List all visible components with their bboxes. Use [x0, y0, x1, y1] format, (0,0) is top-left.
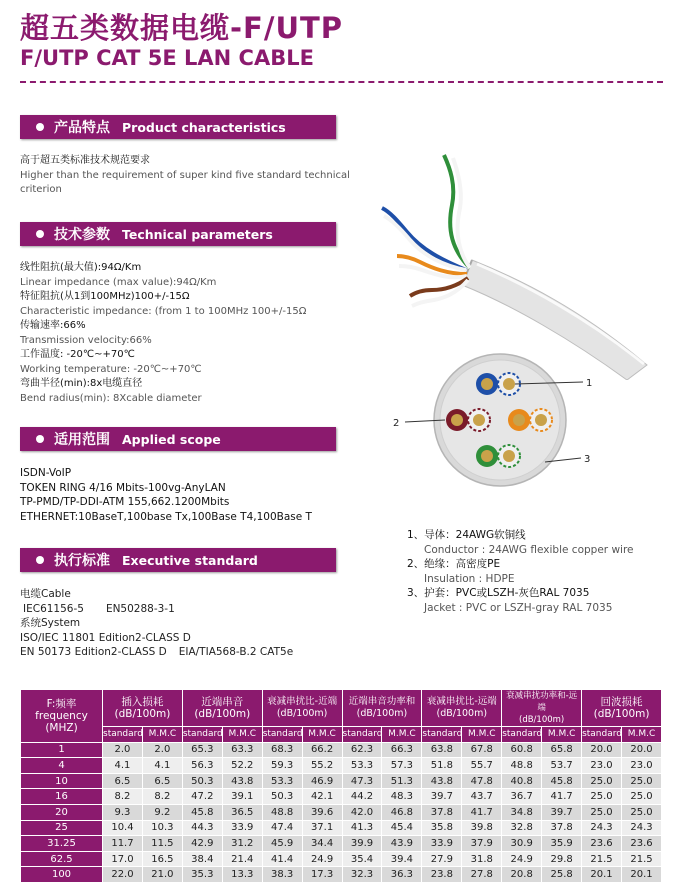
value-cell: 23.0 [582, 758, 622, 774]
value-cell: 17.0 [103, 851, 143, 867]
value-cell: 34.4 [302, 836, 342, 852]
tech-item-cn: 传输速率:66% [20, 320, 86, 331]
subheader-standard: standard [502, 727, 542, 743]
section-title-cn: 技术参数 [54, 227, 110, 243]
value-cell: 35.8 [422, 820, 462, 836]
group-unit: (dB/100m) [436, 708, 488, 719]
tech-item-en: Characteristic impedance: (from 1 to 100MHz 100+/-15Ω [20, 305, 307, 317]
value-cell: 21.0 [142, 867, 182, 883]
value-cell: 6.5 [103, 773, 143, 789]
subheader-standard: standard [342, 727, 382, 743]
freq-cell: 62.5 [21, 851, 103, 867]
page-subtitle: F/UTP CAT 5E LAN CABLE [20, 46, 314, 70]
value-cell: 53.3 [262, 773, 302, 789]
value-cell: 47.2 [182, 789, 222, 805]
subheader-mmc: M.M.C [462, 727, 502, 743]
section-title-en: Technical parameters [122, 226, 273, 242]
value-cell: 23.6 [582, 836, 622, 852]
value-cell: 25.0 [582, 789, 622, 805]
tech-item-cn: 弯曲半径(min):8x电缆直径 [20, 378, 143, 389]
header-divider [20, 81, 663, 83]
freq-header-line: (MHZ) [45, 721, 78, 734]
bullet-icon [36, 230, 44, 238]
table-header-row [21, 690, 662, 727]
section-scope-header [20, 427, 336, 451]
cable-photo-illustration [352, 150, 657, 380]
page-title: 超五类数据电缆-F/UTP [20, 11, 344, 45]
value-cell: 67.8 [462, 742, 502, 758]
cable-label: 电缆Cable [20, 588, 71, 600]
value-cell: 32.3 [342, 867, 382, 883]
group-unit: (dB/100m) [593, 708, 650, 720]
value-cell: 42.9 [182, 836, 222, 852]
value-cell: 25.0 [621, 804, 661, 820]
value-cell: 8.2 [103, 789, 143, 805]
value-cell: 39.7 [422, 789, 462, 805]
value-cell: 35.4 [342, 851, 382, 867]
callout-2: 2 [393, 418, 400, 429]
value-cell: 20.8 [502, 867, 542, 883]
value-cell: 41.7 [462, 804, 502, 820]
value-cell: 31.8 [462, 851, 502, 867]
group-title: 衰减串扰功率和-远端 [506, 691, 578, 713]
value-cell: 59.3 [262, 758, 302, 774]
value-cell: 8.2 [142, 789, 182, 805]
scope-list [20, 466, 312, 524]
group-title: 插入损耗 [121, 696, 164, 708]
group-title: 衰减串扰比-远端 [426, 696, 497, 707]
value-cell: 22.0 [103, 867, 143, 883]
value-cell: 10.3 [142, 820, 182, 836]
value-cell: 66.3 [382, 742, 422, 758]
system-label: 系统System [20, 617, 81, 629]
scope-item: TOKEN RING 4/16 Mbits-100vg-AnyLAN [20, 481, 226, 494]
value-cell: 30.9 [502, 836, 542, 852]
value-cell: 50.3 [182, 773, 222, 789]
freq-cell: 1 [21, 742, 103, 758]
value-cell: 37.8 [542, 820, 582, 836]
value-cell: 45.9 [262, 836, 302, 852]
legend-item-en: Insulation : HDPE [424, 572, 515, 585]
subheader-mmc: M.M.C [621, 727, 661, 743]
product-text [20, 154, 350, 198]
value-cell: 43.7 [462, 789, 502, 805]
scope-item: TP-PMD/TP-DDI-ATM 155,662.1200Mbits [20, 496, 230, 508]
section-title-en: Executive standard [122, 552, 258, 568]
value-cell: 46.9 [302, 773, 342, 789]
value-cell: 29.8 [542, 851, 582, 867]
value-cell: 47.8 [462, 773, 502, 789]
group-unit: (dB/100m) [356, 708, 408, 719]
table-row [21, 789, 662, 805]
section-product-header [20, 115, 336, 139]
diagram-legend [407, 528, 634, 615]
value-cell: 20.1 [621, 867, 661, 883]
table-body [21, 742, 662, 882]
group-title: 衰减串扰比-近端 [267, 696, 338, 707]
value-cell: 39.6 [302, 804, 342, 820]
tech-item-en: Bend radius(min): 8Xcable diameter [20, 392, 202, 404]
value-cell: 25.0 [582, 773, 622, 789]
value-cell: 41.7 [542, 789, 582, 805]
value-cell: 39.8 [462, 820, 502, 836]
tech-item-en: Transmission velocity:66% [20, 334, 152, 346]
value-cell: 42.0 [342, 804, 382, 820]
callout-3: 3 [584, 454, 591, 465]
group-unit: (dB/100m) [114, 708, 171, 720]
subheader-mmc: M.M.C [142, 727, 182, 743]
legend-item-en: Conductor : 24AWG flexible copper wire [424, 543, 634, 556]
legend-item-cn: 3、护套：PVC或LSZH-灰色RAL 7035 [407, 587, 590, 599]
value-cell: 23.8 [422, 867, 462, 883]
system-std: EIA/TIA568-B.2 CAT5e [178, 646, 294, 658]
group-header [422, 690, 502, 727]
value-cell: 20.0 [621, 742, 661, 758]
value-cell: 39.4 [382, 851, 422, 867]
value-cell: 51.3 [382, 773, 422, 789]
value-cell: 4.1 [103, 758, 143, 774]
value-cell: 16.5 [142, 851, 182, 867]
tech-item-en: Working temperature: -20℃~+70℃ [20, 363, 202, 375]
product-line-en-cont: criterion [20, 184, 62, 195]
value-cell: 40.8 [502, 773, 542, 789]
value-cell: 24.3 [582, 820, 622, 836]
value-cell: 52.2 [222, 758, 262, 774]
value-cell: 4.1 [142, 758, 182, 774]
value-cell: 53.7 [542, 758, 582, 774]
subheader-mmc: M.M.C [222, 727, 262, 743]
value-cell: 25.0 [621, 789, 661, 805]
value-cell: 42.1 [302, 789, 342, 805]
value-cell: 9.3 [103, 804, 143, 820]
value-cell: 9.2 [142, 804, 182, 820]
value-cell: 45.8 [542, 773, 582, 789]
legend-item-cn: 2、绝缘：高密度PE [407, 558, 501, 570]
value-cell: 39.1 [222, 789, 262, 805]
value-cell: 39.9 [342, 836, 382, 852]
section-title-en: Applied scope [122, 431, 221, 447]
group-header [342, 690, 422, 727]
value-cell: 27.9 [422, 851, 462, 867]
subheader-standard: standard [422, 727, 462, 743]
spec-table [20, 689, 662, 883]
value-cell: 21.5 [582, 851, 622, 867]
value-cell: 39.7 [542, 804, 582, 820]
subheader-standard: standard [182, 727, 222, 743]
table-row [21, 836, 662, 852]
subheader-standard: standard [262, 727, 302, 743]
legend-item-cn: 1、导体：24AWG软铜线 [407, 529, 526, 541]
table-row [21, 773, 662, 789]
value-cell: 31.2 [222, 836, 262, 852]
value-cell: 23.0 [621, 758, 661, 774]
tech-item-cn: 线性阻抗(最大值):94Ω/Km [20, 262, 142, 273]
value-cell: 43.8 [422, 773, 462, 789]
value-cell: 56.3 [182, 758, 222, 774]
value-cell: 48.3 [382, 789, 422, 805]
value-cell: 2.0 [142, 742, 182, 758]
scope-item: ISDN-VoIP [20, 467, 72, 479]
value-cell: 11.7 [103, 836, 143, 852]
standard-list [20, 587, 293, 660]
value-cell: 63.3 [222, 742, 262, 758]
table-row [21, 742, 662, 758]
group-unit: (dB/100m) [519, 715, 565, 725]
value-cell: 36.7 [502, 789, 542, 805]
section-standard-header [20, 548, 336, 572]
table-row [21, 867, 662, 883]
bullet-icon [36, 556, 44, 564]
value-cell: 51.8 [422, 758, 462, 774]
value-cell: 63.8 [422, 742, 462, 758]
value-cell: 25.0 [621, 773, 661, 789]
freq-header [21, 690, 103, 743]
cable-standards [20, 602, 293, 617]
value-cell: 17.3 [302, 867, 342, 883]
value-cell: 32.8 [502, 820, 542, 836]
value-cell: 37.1 [302, 820, 342, 836]
value-cell: 11.5 [142, 836, 182, 852]
freq-header-line: F:频率 [46, 697, 77, 710]
table-row [21, 851, 662, 867]
table-row [21, 804, 662, 820]
value-cell: 62.3 [342, 742, 382, 758]
value-cell: 43.8 [222, 773, 262, 789]
value-cell: 36.5 [222, 804, 262, 820]
tech-item-cn: 工作温度: -20℃~+70℃ [20, 349, 135, 360]
bullet-icon [36, 123, 44, 131]
value-cell: 65.3 [182, 742, 222, 758]
tech-item-cn: 特征阻抗(从1到100MHz)100+/-15Ω [20, 291, 190, 302]
value-cell: 25.0 [582, 804, 622, 820]
callout-1: 1 [586, 378, 593, 389]
value-cell: 25.8 [542, 867, 582, 883]
freq-cell: 31.25 [21, 836, 103, 852]
value-cell: 24.3 [621, 820, 661, 836]
value-cell: 37.9 [462, 836, 502, 852]
table-row [21, 820, 662, 836]
system-std: ISO/IEC 11801 Edition2-CLASS D [20, 631, 191, 644]
system-std: EN 50173 Edition2-CLASS D [20, 646, 167, 658]
freq-cell: 25 [21, 820, 103, 836]
legend-item-en: Jacket : PVC or LSZH-gray RAL 7035 [424, 601, 613, 614]
value-cell: 21.5 [621, 851, 661, 867]
technical-list [20, 261, 306, 406]
cable-std: IEC61156-5 [23, 602, 84, 615]
table-subheader-row [21, 727, 662, 743]
value-cell: 41.4 [262, 851, 302, 867]
freq-cell: 100 [21, 867, 103, 883]
value-cell: 53.3 [342, 758, 382, 774]
value-cell: 65.8 [542, 742, 582, 758]
value-cell: 13.3 [222, 867, 262, 883]
value-cell: 23.6 [621, 836, 661, 852]
value-cell: 47.3 [342, 773, 382, 789]
freq-cell: 10 [21, 773, 103, 789]
group-header [582, 690, 662, 727]
value-cell: 60.8 [502, 742, 542, 758]
value-cell: 33.9 [222, 820, 262, 836]
scope-item: ETHERNET:10BaseT,100base Tx,100Base T4,100Base T [20, 510, 312, 523]
value-cell: 48.8 [262, 804, 302, 820]
subheader-mmc: M.M.C [382, 727, 422, 743]
table-row [21, 758, 662, 774]
freq-header-line: frequency [35, 709, 88, 722]
tech-item-en: Linear impedance (max value):94Ω/Km [20, 276, 217, 288]
freq-cell: 20 [21, 804, 103, 820]
group-header [262, 690, 342, 727]
subheader-mmc: M.M.C [302, 727, 342, 743]
value-cell: 45.4 [382, 820, 422, 836]
value-cell: 24.9 [502, 851, 542, 867]
group-title: 近端串音功率和 [348, 696, 416, 707]
group-header [103, 690, 183, 727]
value-cell: 48.8 [502, 758, 542, 774]
section-title-cn: 适用范围 [54, 432, 110, 448]
value-cell: 2.0 [103, 742, 143, 758]
value-cell: 24.9 [302, 851, 342, 867]
value-cell: 66.2 [302, 742, 342, 758]
value-cell: 44.2 [342, 789, 382, 805]
group-header [182, 690, 262, 727]
value-cell: 6.5 [142, 773, 182, 789]
value-cell: 55.2 [302, 758, 342, 774]
value-cell: 35.3 [182, 867, 222, 883]
cross-section-diagram [385, 350, 615, 490]
section-title-en: Product characteristics [122, 119, 286, 135]
value-cell: 43.9 [382, 836, 422, 852]
value-cell: 57.3 [382, 758, 422, 774]
system-standards [20, 645, 293, 660]
value-cell: 50.3 [262, 789, 302, 805]
section-title-cn: 产品特点 [54, 120, 110, 136]
section-technical-header [20, 222, 336, 246]
product-line-en: Higher than the requirement of super kind five standard technical [20, 169, 350, 181]
value-cell: 38.3 [262, 867, 302, 883]
product-line-cn: 高于超五类标准技术规范要求 [20, 155, 150, 166]
value-cell: 44.3 [182, 820, 222, 836]
value-cell: 10.4 [103, 820, 143, 836]
group-title: 近端串音 [201, 696, 244, 708]
value-cell: 36.3 [382, 867, 422, 883]
group-header [502, 690, 582, 727]
value-cell: 35.9 [542, 836, 582, 852]
subheader-mmc: M.M.C [542, 727, 582, 743]
value-cell: 21.4 [222, 851, 262, 867]
value-cell: 47.4 [262, 820, 302, 836]
value-cell: 34.8 [502, 804, 542, 820]
subheader-standard: standard [103, 727, 143, 743]
bullet-icon [36, 435, 44, 443]
value-cell: 37.8 [422, 804, 462, 820]
value-cell: 33.9 [422, 836, 462, 852]
freq-cell: 4 [21, 758, 103, 774]
subheader-standard: standard [582, 727, 622, 743]
value-cell: 45.8 [182, 804, 222, 820]
cable-std: EN50288-3-1 [105, 602, 175, 615]
value-cell: 20.1 [582, 867, 622, 883]
value-cell: 46.8 [382, 804, 422, 820]
group-unit: (dB/100m) [194, 708, 251, 720]
freq-cell: 16 [21, 789, 103, 805]
group-unit: (dB/100m) [276, 708, 328, 719]
group-title: 回波损耗 [600, 696, 643, 708]
value-cell: 55.7 [462, 758, 502, 774]
value-cell: 27.8 [462, 867, 502, 883]
value-cell: 68.3 [262, 742, 302, 758]
value-cell: 41.3 [342, 820, 382, 836]
value-cell: 20.0 [582, 742, 622, 758]
value-cell: 38.4 [182, 851, 222, 867]
section-title-cn: 执行标准 [54, 553, 110, 569]
